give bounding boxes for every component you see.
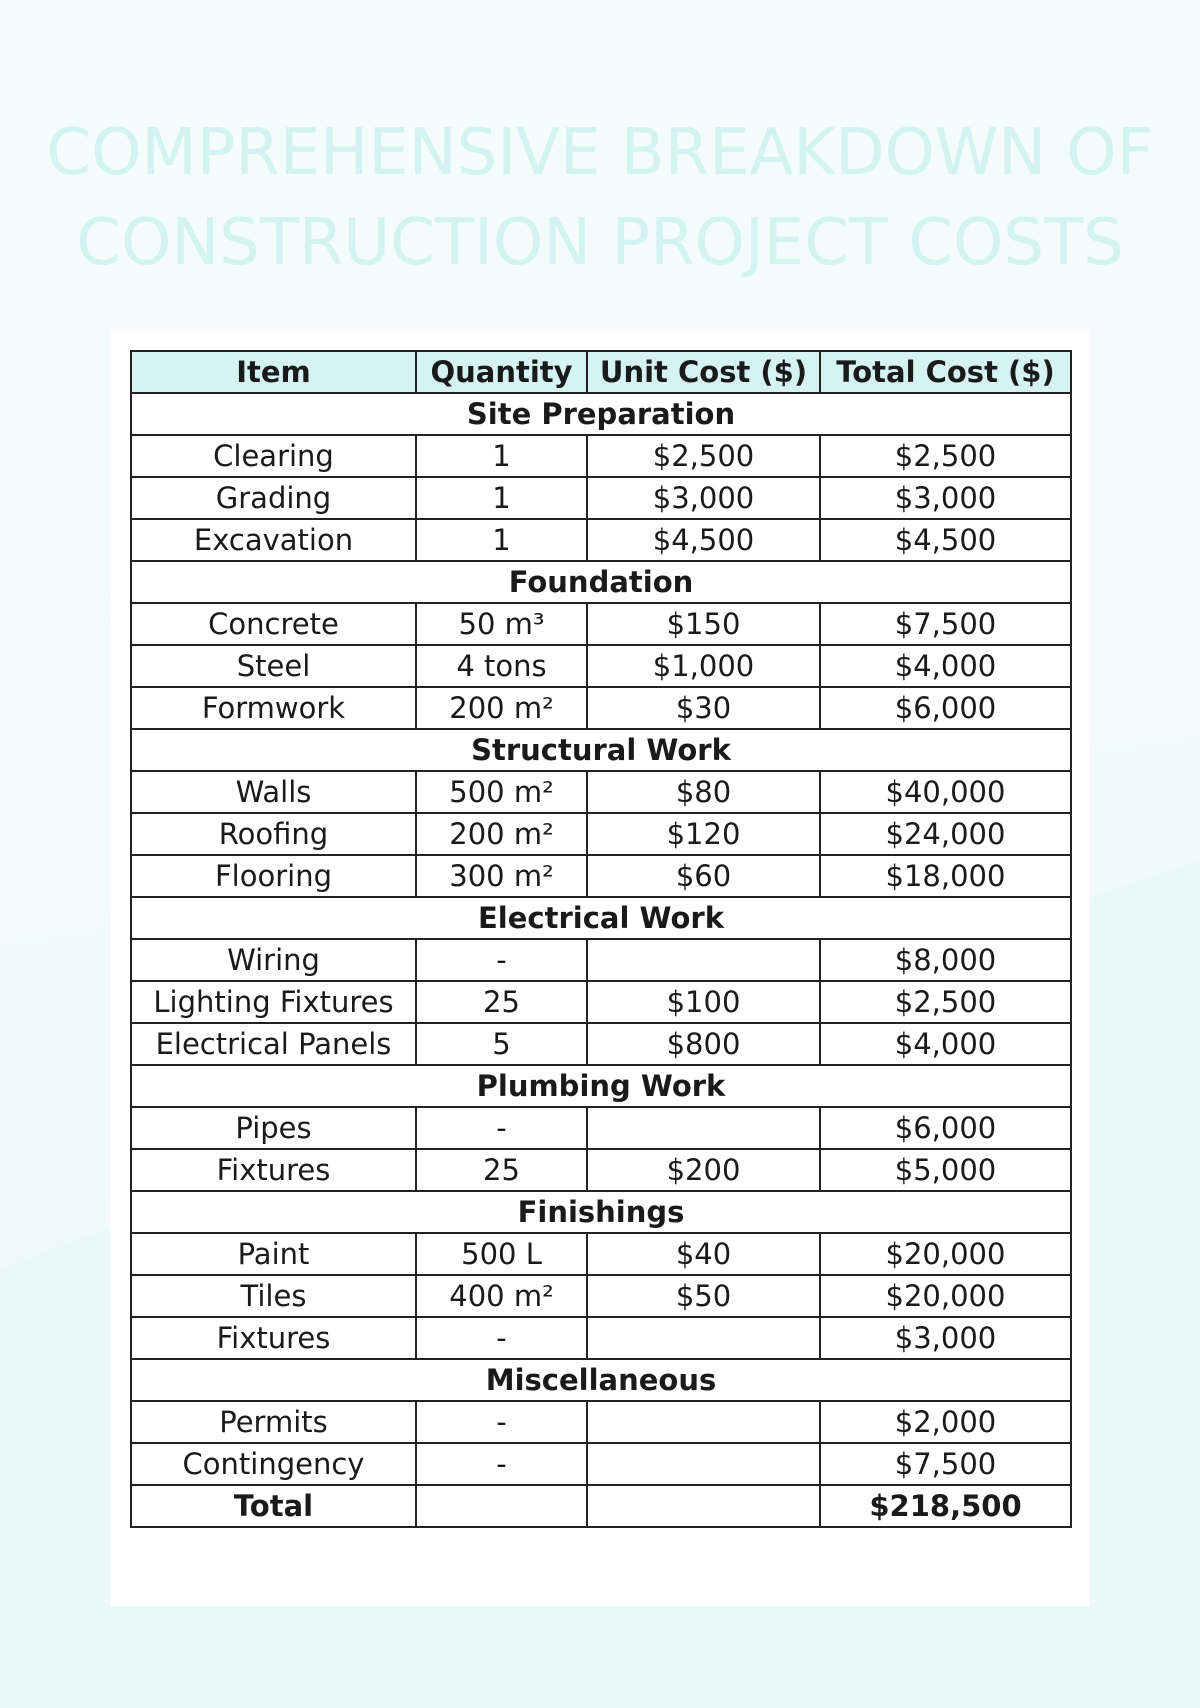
cell-unit-cost: $40 xyxy=(587,1233,820,1275)
cell-total-cost: $8,000 xyxy=(820,939,1071,981)
table-row xyxy=(131,813,1071,855)
table-row xyxy=(131,855,1071,897)
cell-item: Concrete xyxy=(131,603,416,645)
total-quantity xyxy=(416,1485,587,1527)
section-title: Electrical Work xyxy=(131,897,1071,939)
cell-item: Walls xyxy=(131,771,416,813)
table-row xyxy=(131,981,1071,1023)
cell-item: Lighting Fixtures xyxy=(131,981,416,1023)
cell-item: Clearing xyxy=(131,435,416,477)
cell-unit-cost: $100 xyxy=(587,981,820,1023)
table-row xyxy=(131,1149,1071,1191)
section-row xyxy=(131,393,1071,435)
header-row xyxy=(131,351,1071,393)
table-row xyxy=(131,645,1071,687)
cell-quantity: 300 m² xyxy=(416,855,587,897)
cell-total-cost: $6,000 xyxy=(820,1107,1071,1149)
cell-quantity: - xyxy=(416,1443,587,1485)
cell-item: Pipes xyxy=(131,1107,416,1149)
table-row xyxy=(131,435,1071,477)
table-row xyxy=(131,477,1071,519)
cell-total-cost: $18,000 xyxy=(820,855,1071,897)
section-row xyxy=(131,729,1071,771)
cell-unit-cost: $1,000 xyxy=(587,645,820,687)
cell-quantity: 1 xyxy=(416,435,587,477)
cell-item: Electrical Panels xyxy=(131,1023,416,1065)
cell-item: Excavation xyxy=(131,519,416,561)
cell-unit-cost xyxy=(587,1317,820,1359)
title-line-2: CONSTRUCTION PROJECT COSTS xyxy=(76,206,1124,280)
cell-total-cost: $5,000 xyxy=(820,1149,1071,1191)
cell-total-cost: $24,000 xyxy=(820,813,1071,855)
cell-unit-cost: $150 xyxy=(587,603,820,645)
cell-item: Steel xyxy=(131,645,416,687)
section-row xyxy=(131,1191,1071,1233)
cell-total-cost: $7,500 xyxy=(820,1443,1071,1485)
table-row xyxy=(131,1443,1071,1485)
cell-total-cost: $2,500 xyxy=(820,981,1071,1023)
cell-quantity: 200 m² xyxy=(416,813,587,855)
cell-unit-cost: $50 xyxy=(587,1275,820,1317)
cell-quantity: 25 xyxy=(416,981,587,1023)
cell-quantity: - xyxy=(416,1317,587,1359)
cell-quantity: - xyxy=(416,939,587,981)
section-row xyxy=(131,897,1071,939)
cell-unit-cost: $120 xyxy=(587,813,820,855)
cell-total-cost: $3,000 xyxy=(820,1317,1071,1359)
cell-total-cost: $2,500 xyxy=(820,435,1071,477)
cell-item: Grading xyxy=(131,477,416,519)
cell-quantity: 1 xyxy=(416,477,587,519)
cell-total-cost: $3,000 xyxy=(820,477,1071,519)
total-unit-cost xyxy=(587,1485,820,1527)
cell-total-cost: $2,000 xyxy=(820,1401,1071,1443)
section-title: Foundation xyxy=(131,561,1071,603)
cell-total-cost: $4,500 xyxy=(820,519,1071,561)
cell-total-cost: $4,000 xyxy=(820,645,1071,687)
table-body xyxy=(131,393,1071,1527)
table-row xyxy=(131,1107,1071,1149)
table-row xyxy=(131,1317,1071,1359)
table-row xyxy=(131,1401,1071,1443)
cell-quantity: 400 m² xyxy=(416,1275,587,1317)
cell-quantity: 500 L xyxy=(416,1233,587,1275)
cell-unit-cost: $200 xyxy=(587,1149,820,1191)
header-total-cost: Total Cost ($) xyxy=(820,351,1071,393)
cell-quantity: 200 m² xyxy=(416,687,587,729)
total-row xyxy=(131,1485,1071,1527)
cell-unit-cost: $4,500 xyxy=(587,519,820,561)
section-row xyxy=(131,1065,1071,1107)
table-row xyxy=(131,519,1071,561)
cell-unit-cost: $3,000 xyxy=(587,477,820,519)
cell-item: Wiring xyxy=(131,939,416,981)
section-title: Plumbing Work xyxy=(131,1065,1071,1107)
cell-quantity: 1 xyxy=(416,519,587,561)
table-row xyxy=(131,939,1071,981)
section-title: Structural Work xyxy=(131,729,1071,771)
cell-item: Fixtures xyxy=(131,1317,416,1359)
page-title xyxy=(0,108,1200,288)
cell-item: Contingency xyxy=(131,1443,416,1485)
cell-quantity: - xyxy=(416,1401,587,1443)
table-row xyxy=(131,1233,1071,1275)
header-unit-cost: Unit Cost ($) xyxy=(587,351,820,393)
cell-total-cost: $7,500 xyxy=(820,603,1071,645)
cell-total-cost: $20,000 xyxy=(820,1275,1071,1317)
cell-unit-cost xyxy=(587,1107,820,1149)
cell-item: Fixtures xyxy=(131,1149,416,1191)
cost-table xyxy=(130,350,1072,1528)
cell-quantity: 4 tons xyxy=(416,645,587,687)
cell-unit-cost xyxy=(587,939,820,981)
cell-unit-cost xyxy=(587,1401,820,1443)
title-line-1: COMPREHENSIVE BREAKDOWN OF xyxy=(46,116,1154,190)
total-item: Total xyxy=(131,1485,416,1527)
table-row xyxy=(131,771,1071,813)
cell-item: Roofing xyxy=(131,813,416,855)
cell-quantity: 500 m² xyxy=(416,771,587,813)
cell-quantity: - xyxy=(416,1107,587,1149)
cell-item: Flooring xyxy=(131,855,416,897)
section-title: Site Preparation xyxy=(131,393,1071,435)
table-row xyxy=(131,687,1071,729)
cell-unit-cost xyxy=(587,1443,820,1485)
cell-quantity: 25 xyxy=(416,1149,587,1191)
cell-total-cost: $4,000 xyxy=(820,1023,1071,1065)
cell-unit-cost: $80 xyxy=(587,771,820,813)
section-title: Miscellaneous xyxy=(131,1359,1071,1401)
cell-unit-cost: $30 xyxy=(587,687,820,729)
header-item: Item xyxy=(131,351,416,393)
cell-total-cost: $6,000 xyxy=(820,687,1071,729)
cell-quantity: 50 m³ xyxy=(416,603,587,645)
section-row xyxy=(131,1359,1071,1401)
section-row xyxy=(131,561,1071,603)
cell-quantity: 5 xyxy=(416,1023,587,1065)
cell-unit-cost: $800 xyxy=(587,1023,820,1065)
table-row xyxy=(131,603,1071,645)
table-row xyxy=(131,1275,1071,1317)
cell-item: Tiles xyxy=(131,1275,416,1317)
cell-item: Paint xyxy=(131,1233,416,1275)
cell-total-cost: $20,000 xyxy=(820,1233,1071,1275)
table-row xyxy=(131,1023,1071,1065)
cell-item: Formwork xyxy=(131,687,416,729)
cell-unit-cost: $2,500 xyxy=(587,435,820,477)
total-total-cost: $218,500 xyxy=(820,1485,1071,1527)
cell-total-cost: $40,000 xyxy=(820,771,1071,813)
header-quantity: Quantity xyxy=(416,351,587,393)
cell-unit-cost: $60 xyxy=(587,855,820,897)
cell-item: Permits xyxy=(131,1401,416,1443)
section-title: Finishings xyxy=(131,1191,1071,1233)
